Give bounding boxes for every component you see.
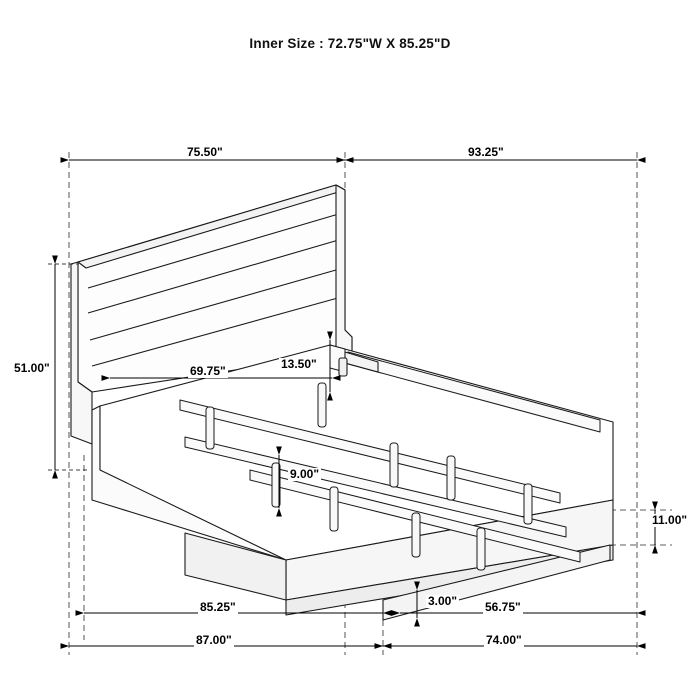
rail-peg <box>339 358 347 376</box>
dim-label-foot-height: 3.00" <box>428 594 458 608</box>
dim-label-rail-height: 13.50" <box>281 357 317 371</box>
dim-label-slat-height: 9.00" <box>290 467 320 481</box>
dim-label-right-height: 11.00" <box>652 513 688 527</box>
bed-illustration <box>71 185 613 620</box>
headboard-right-post <box>336 185 352 356</box>
dim-label-top-left: 75.50" <box>187 145 223 159</box>
dim-label-bottom-right-inner: 56.75" <box>485 600 521 614</box>
dim-label-bottom-left-inner: 85.25" <box>200 600 236 614</box>
dim-label-top-right: 93.25" <box>468 145 504 159</box>
dim-label-left-height: 51.00" <box>14 361 50 375</box>
dim-label-bottom-right-outer: 74.00" <box>486 633 522 647</box>
dim-label-bottom-left-outer: 87.00" <box>196 633 232 647</box>
dim-label-headboard-width: 69.75" <box>190 364 226 378</box>
page-title: Inner Size : 72.75"W X 85.25"D <box>249 36 451 51</box>
